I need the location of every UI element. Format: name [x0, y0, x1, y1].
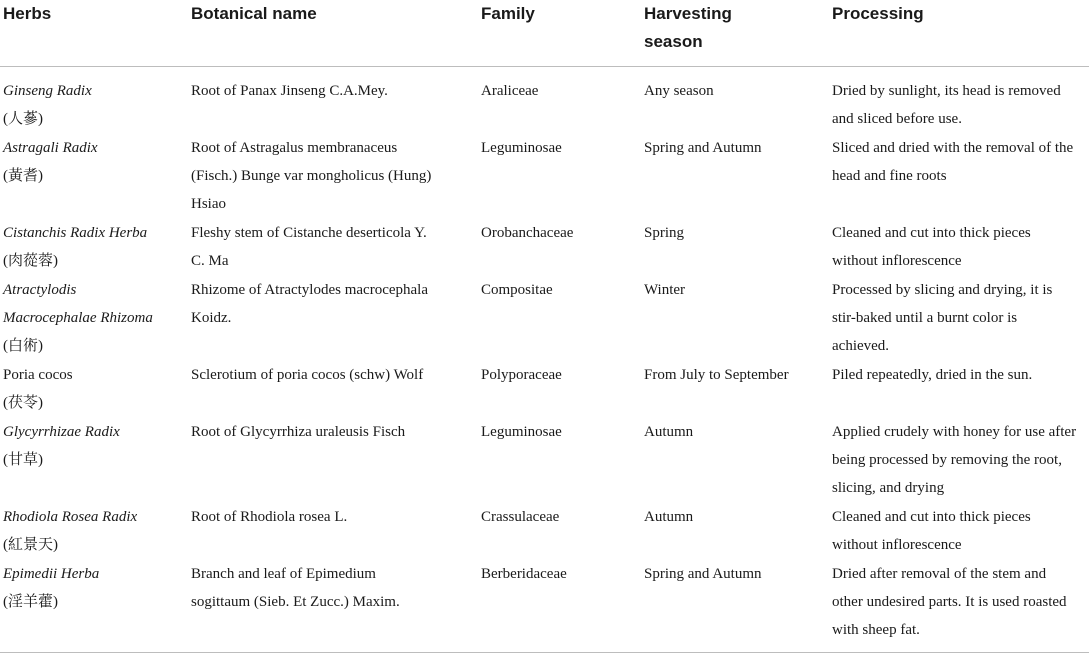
herb-latin-name: Poria cocos	[3, 367, 73, 383]
harvesting-season-cell: Spring and Autumn	[644, 566, 762, 582]
processing-cell-line: achieved.	[832, 338, 890, 354]
family-cell: Leguminosae	[481, 140, 562, 156]
processing-cell-line: Dried by sunlight, its head is removed	[832, 83, 1061, 99]
processing-cell-line: Sliced and dried with the removal of the	[832, 140, 1074, 156]
processing-cell-line: and sliced before use.	[832, 111, 962, 127]
botanical-name-cell-line: sogittaum (Sieb. Et Zucc.) Maxim.	[191, 594, 400, 610]
herb-cell	[3, 503, 183, 559]
herb-cell	[3, 276, 183, 360]
herb-latin-name: Ginseng Radix	[3, 83, 92, 99]
herb-latin-name: Glycyrrhizae Radix	[3, 424, 120, 440]
botanical-name-cell-line: Branch and leaf of Epimedium	[191, 566, 376, 582]
botanical-name-cell-line: Hsiao	[191, 196, 226, 212]
harvesting-season-cell: From July to September	[644, 367, 789, 383]
processing-cell-line: Applied crudely with honey for use after	[832, 424, 1077, 440]
processing-cell-line: Processed by slicing and drying, it is	[832, 282, 1053, 298]
processing-cell-line: Cleaned and cut into thick pieces	[832, 509, 1031, 525]
botanical-name-cell-line: Koidz.	[191, 310, 232, 326]
processing-cell	[832, 560, 1087, 644]
herb-chinese-name: (黃耆)	[3, 168, 43, 184]
botanical-name-cell	[191, 560, 473, 616]
family-cell: Araliceae	[481, 83, 539, 99]
processing-cell	[832, 219, 1087, 275]
family-cell: Leguminosae	[481, 424, 562, 440]
botanical-name-cell-line: (Fisch.) Bunge var mongholicus (Hung)	[191, 168, 432, 184]
herb-cell	[3, 219, 183, 275]
header-rule	[0, 66, 1089, 67]
botanical-name-cell-line: Root of Astragalus membranaceus	[191, 140, 398, 156]
family-cell: Crassulaceae	[481, 509, 560, 525]
header-processing: Processing	[832, 4, 924, 23]
botanical-name-cell-line: C. Ma	[191, 253, 229, 269]
herb-latin-name: Rhodiola Rosea Radix	[3, 509, 138, 525]
header-botanical-name: Botanical name	[191, 4, 317, 23]
herb-latin-name: Astragali Radix	[3, 140, 98, 156]
herb-latin-name: Epimedii Herba	[3, 566, 100, 582]
processing-cell	[832, 418, 1087, 502]
herb-chinese-name: (甘草)	[3, 452, 43, 468]
processing-cell-line: Dried after removal of the stem and	[832, 566, 1047, 582]
processing-cell	[832, 276, 1087, 360]
family-cell: Polyporaceae	[481, 367, 562, 383]
herb-cell	[3, 361, 183, 417]
herb-chinese-name: (紅景天)	[3, 537, 58, 553]
processing-cell-line: slicing, and drying	[832, 480, 945, 496]
family-cell: Berberidaceae	[481, 566, 567, 582]
family-cell: Compositae	[481, 282, 553, 298]
harvesting-season-cell: Spring	[644, 225, 685, 241]
header-herbs: Herbs	[3, 4, 52, 23]
processing-cell-line: head and fine roots	[832, 168, 947, 184]
herb-chinese-name: (白術)	[3, 338, 43, 354]
header-harvesting-season	[644, 0, 824, 56]
harvesting-season-cell: Spring and Autumn	[644, 140, 762, 156]
processing-cell-line: Cleaned and cut into thick pieces	[832, 225, 1031, 241]
processing-cell	[832, 361, 1087, 389]
herb-cell	[3, 418, 183, 474]
processing-cell-line: stir-baked until a burnt color is	[832, 310, 1018, 326]
herb-chinese-name: (茯苓)	[3, 395, 43, 411]
herb-latin-name: Cistanchis Radix Herba	[3, 225, 148, 241]
herb-latin-name: Macrocephalae Rhizoma	[3, 310, 153, 326]
header-harvesting-season-line: Harvesting	[644, 4, 732, 23]
bottom-rule	[0, 652, 1089, 653]
botanical-name-cell-line: Root of Glycyrrhiza uraleusis Fisch	[191, 424, 406, 440]
processing-cell	[832, 77, 1087, 133]
herb-cell	[3, 77, 183, 133]
processing-cell-line: other undesired parts. It is used roasted	[832, 594, 1067, 610]
family-cell: Orobanchaceae	[481, 225, 574, 241]
botanical-name-cell	[191, 276, 473, 332]
processing-cell-line: Piled repeatedly, dried in the sun.	[832, 367, 1033, 383]
herb-chinese-name: (人蔘)	[3, 111, 43, 127]
processing-cell	[832, 503, 1087, 559]
botanical-name-cell	[191, 418, 473, 446]
botanical-name-cell	[191, 361, 473, 389]
processing-cell-line: being processed by removing the root,	[832, 452, 1062, 468]
header-family: Family	[481, 4, 535, 23]
harvesting-season-cell: Autumn	[644, 424, 694, 440]
botanical-name-cell	[191, 77, 473, 105]
botanical-name-cell	[191, 219, 473, 275]
processing-cell-line: with sheep fat.	[832, 622, 920, 638]
header-harvesting-season-line: season	[644, 32, 703, 51]
botanical-name-cell	[191, 134, 473, 218]
herb-latin-name: Atractylodis	[3, 282, 77, 298]
botanical-name-cell-line: Root of Rhodiola rosea L.	[191, 509, 348, 525]
botanical-name-cell-line: Rhizome of Atractylodes macrocephala	[191, 282, 428, 298]
herb-chinese-name: (肉蓯蓉)	[3, 253, 58, 269]
processing-cell	[832, 134, 1087, 190]
harvesting-season-cell: Winter	[644, 282, 686, 298]
herb-chinese-name: (淫羊藿)	[3, 594, 58, 610]
botanical-name-cell-line: Fleshy stem of Cistanche deserticola Y.	[191, 225, 427, 241]
herb-cell	[3, 560, 183, 616]
botanical-name-cell-line: Root of Panax Jinseng C.A.Mey.	[191, 83, 388, 99]
botanical-name-cell-line: Sclerotium of poria cocos (schw) Wolf	[191, 367, 424, 383]
botanical-name-cell	[191, 503, 473, 531]
harvesting-season-cell: Any season	[644, 83, 714, 99]
herb-cell	[3, 134, 183, 190]
processing-cell-line: without inflorescence	[832, 537, 962, 553]
harvesting-season-cell: Autumn	[644, 509, 694, 525]
processing-cell-line: without inflorescence	[832, 253, 962, 269]
